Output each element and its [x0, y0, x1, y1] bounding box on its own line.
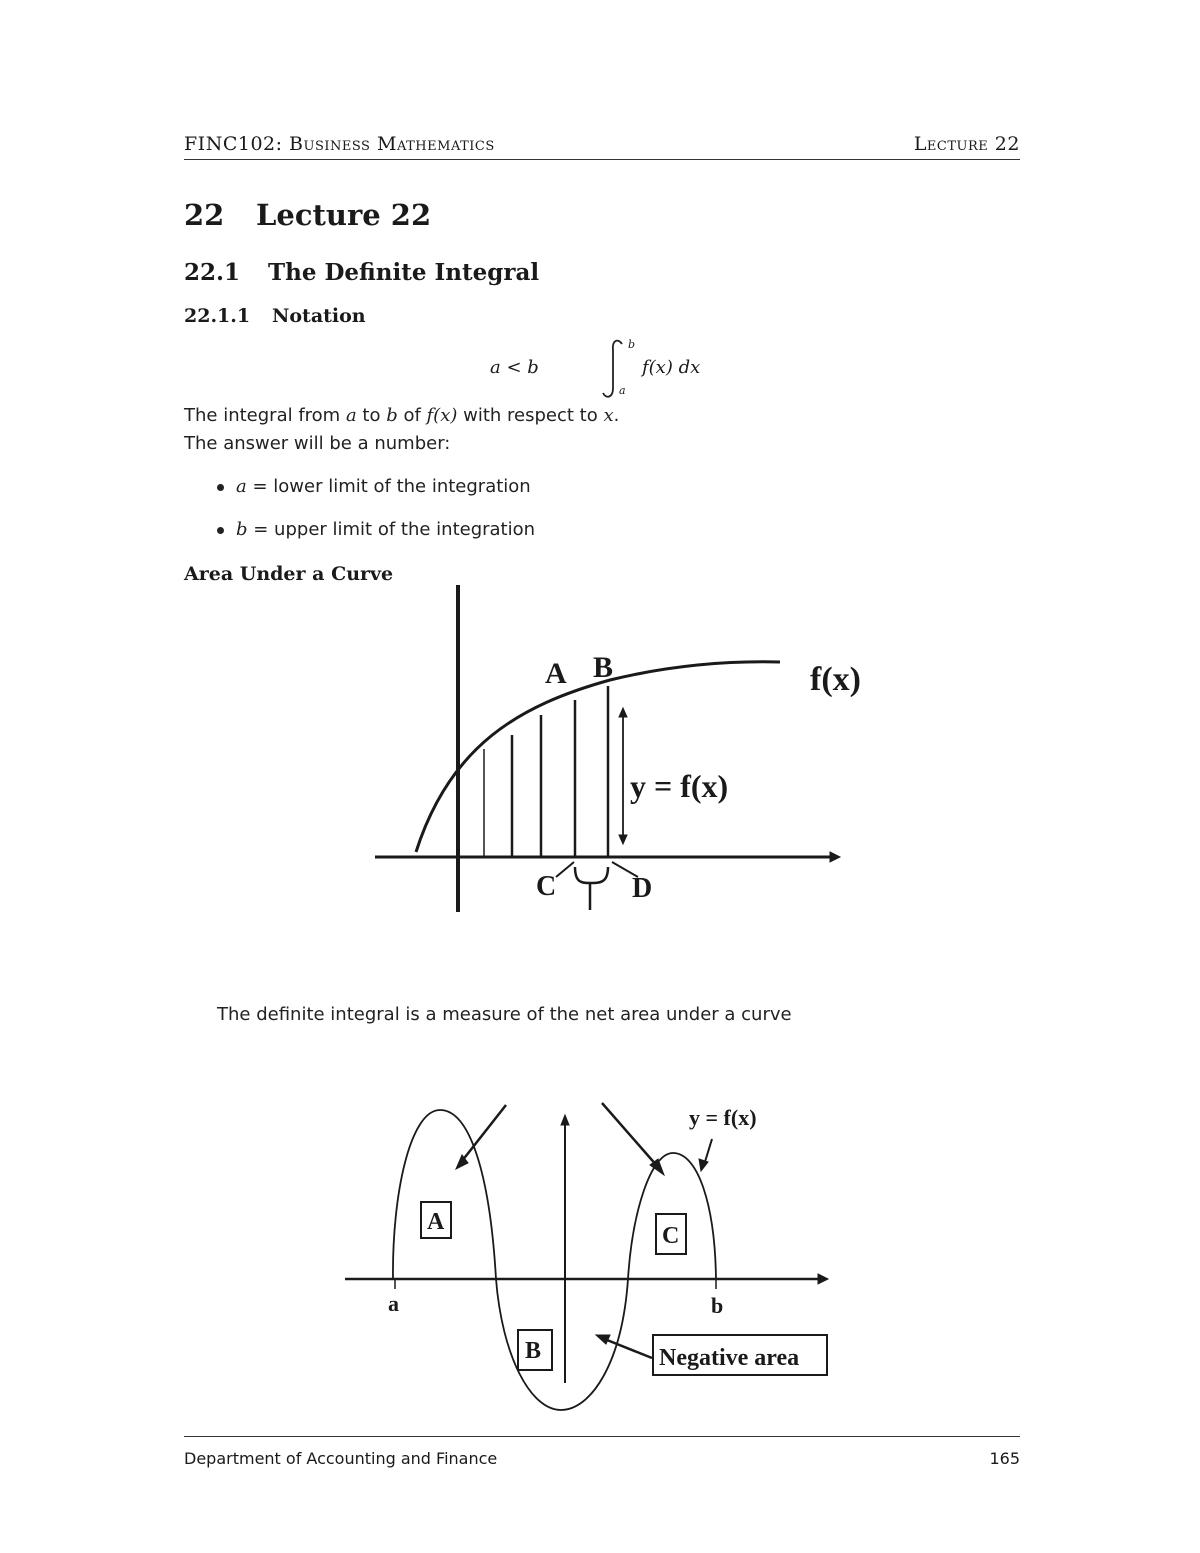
x-axis-arrow-icon [830, 852, 840, 862]
subsection-number: 22.1 [184, 259, 241, 286]
label-c: C [536, 871, 557, 902]
y-axis-arrow-icon [561, 1115, 569, 1125]
arrow-icon [596, 1335, 610, 1344]
label-negative-area: Negative area [659, 1345, 800, 1371]
integral-lower-limit: a [619, 384, 626, 397]
section-heading [184, 198, 431, 232]
label-lower-a: a [388, 1291, 399, 1316]
label-a: A [545, 657, 567, 690]
lecture-label: Lecture 22 [913, 133, 1020, 155]
subsubsection-number: 22.1.1 [184, 305, 251, 327]
arrow-up-icon [619, 708, 627, 717]
subsection-heading [184, 259, 539, 286]
subsection-title: The Definite Integral [268, 259, 540, 286]
label-y-equals-fx: y = f(x) [630, 768, 729, 804]
subsubsection-title: Notation [272, 305, 366, 327]
label-b: B [525, 1338, 542, 1364]
arrow-down-icon [619, 835, 627, 844]
label-c: C [662, 1223, 680, 1249]
section-title: Lecture 22 [256, 198, 432, 232]
footer-rule [184, 1436, 1020, 1437]
label-upper-b: b [711, 1293, 724, 1318]
width-brace [575, 867, 608, 910]
notation-condition: a < b [490, 357, 539, 378]
figure-net-area [340, 1095, 840, 1415]
section-number: 22 [184, 198, 225, 232]
pointer-negative [602, 1338, 652, 1358]
course-title: FINC102: Business Mathematics [184, 133, 495, 155]
label-d: D [632, 873, 653, 904]
figure-area-under-curve [360, 575, 880, 925]
bullet-item: a = lower limit of the integration [217, 476, 531, 497]
bullet-icon [217, 527, 224, 534]
area-heading: Area Under a Curve [184, 563, 394, 585]
integrand: f(x) dx [642, 357, 701, 378]
footer-department: Department of Accounting and Finance [184, 1449, 498, 1468]
net-area-text: The definite integral is a measure of the net area under a curve [217, 1004, 792, 1025]
c-pointer [556, 862, 574, 877]
pointer-c [602, 1103, 658, 1167]
subsubsection-heading [184, 305, 366, 327]
bullet-icon [217, 484, 224, 491]
integral-upper-limit: b [628, 338, 636, 351]
paragraph-line-1: The integral from a to b of f(x) with respect to x. [184, 405, 620, 426]
page-number: 165 [989, 1449, 1020, 1468]
paragraph-line-2: The answer will be a number: [184, 433, 451, 454]
label-y-equals-fx: y = f(x) [689, 1105, 757, 1130]
x-axis-arrow-icon [818, 1274, 828, 1284]
arrow-icon [699, 1159, 708, 1171]
curve-fx [416, 662, 780, 852]
label-b: B [593, 651, 614, 684]
label-fx: f(x) [810, 661, 861, 698]
label-a: A [427, 1209, 445, 1235]
bullet-item: b = upper limit of the integration [217, 519, 535, 540]
running-header [184, 133, 1020, 160]
